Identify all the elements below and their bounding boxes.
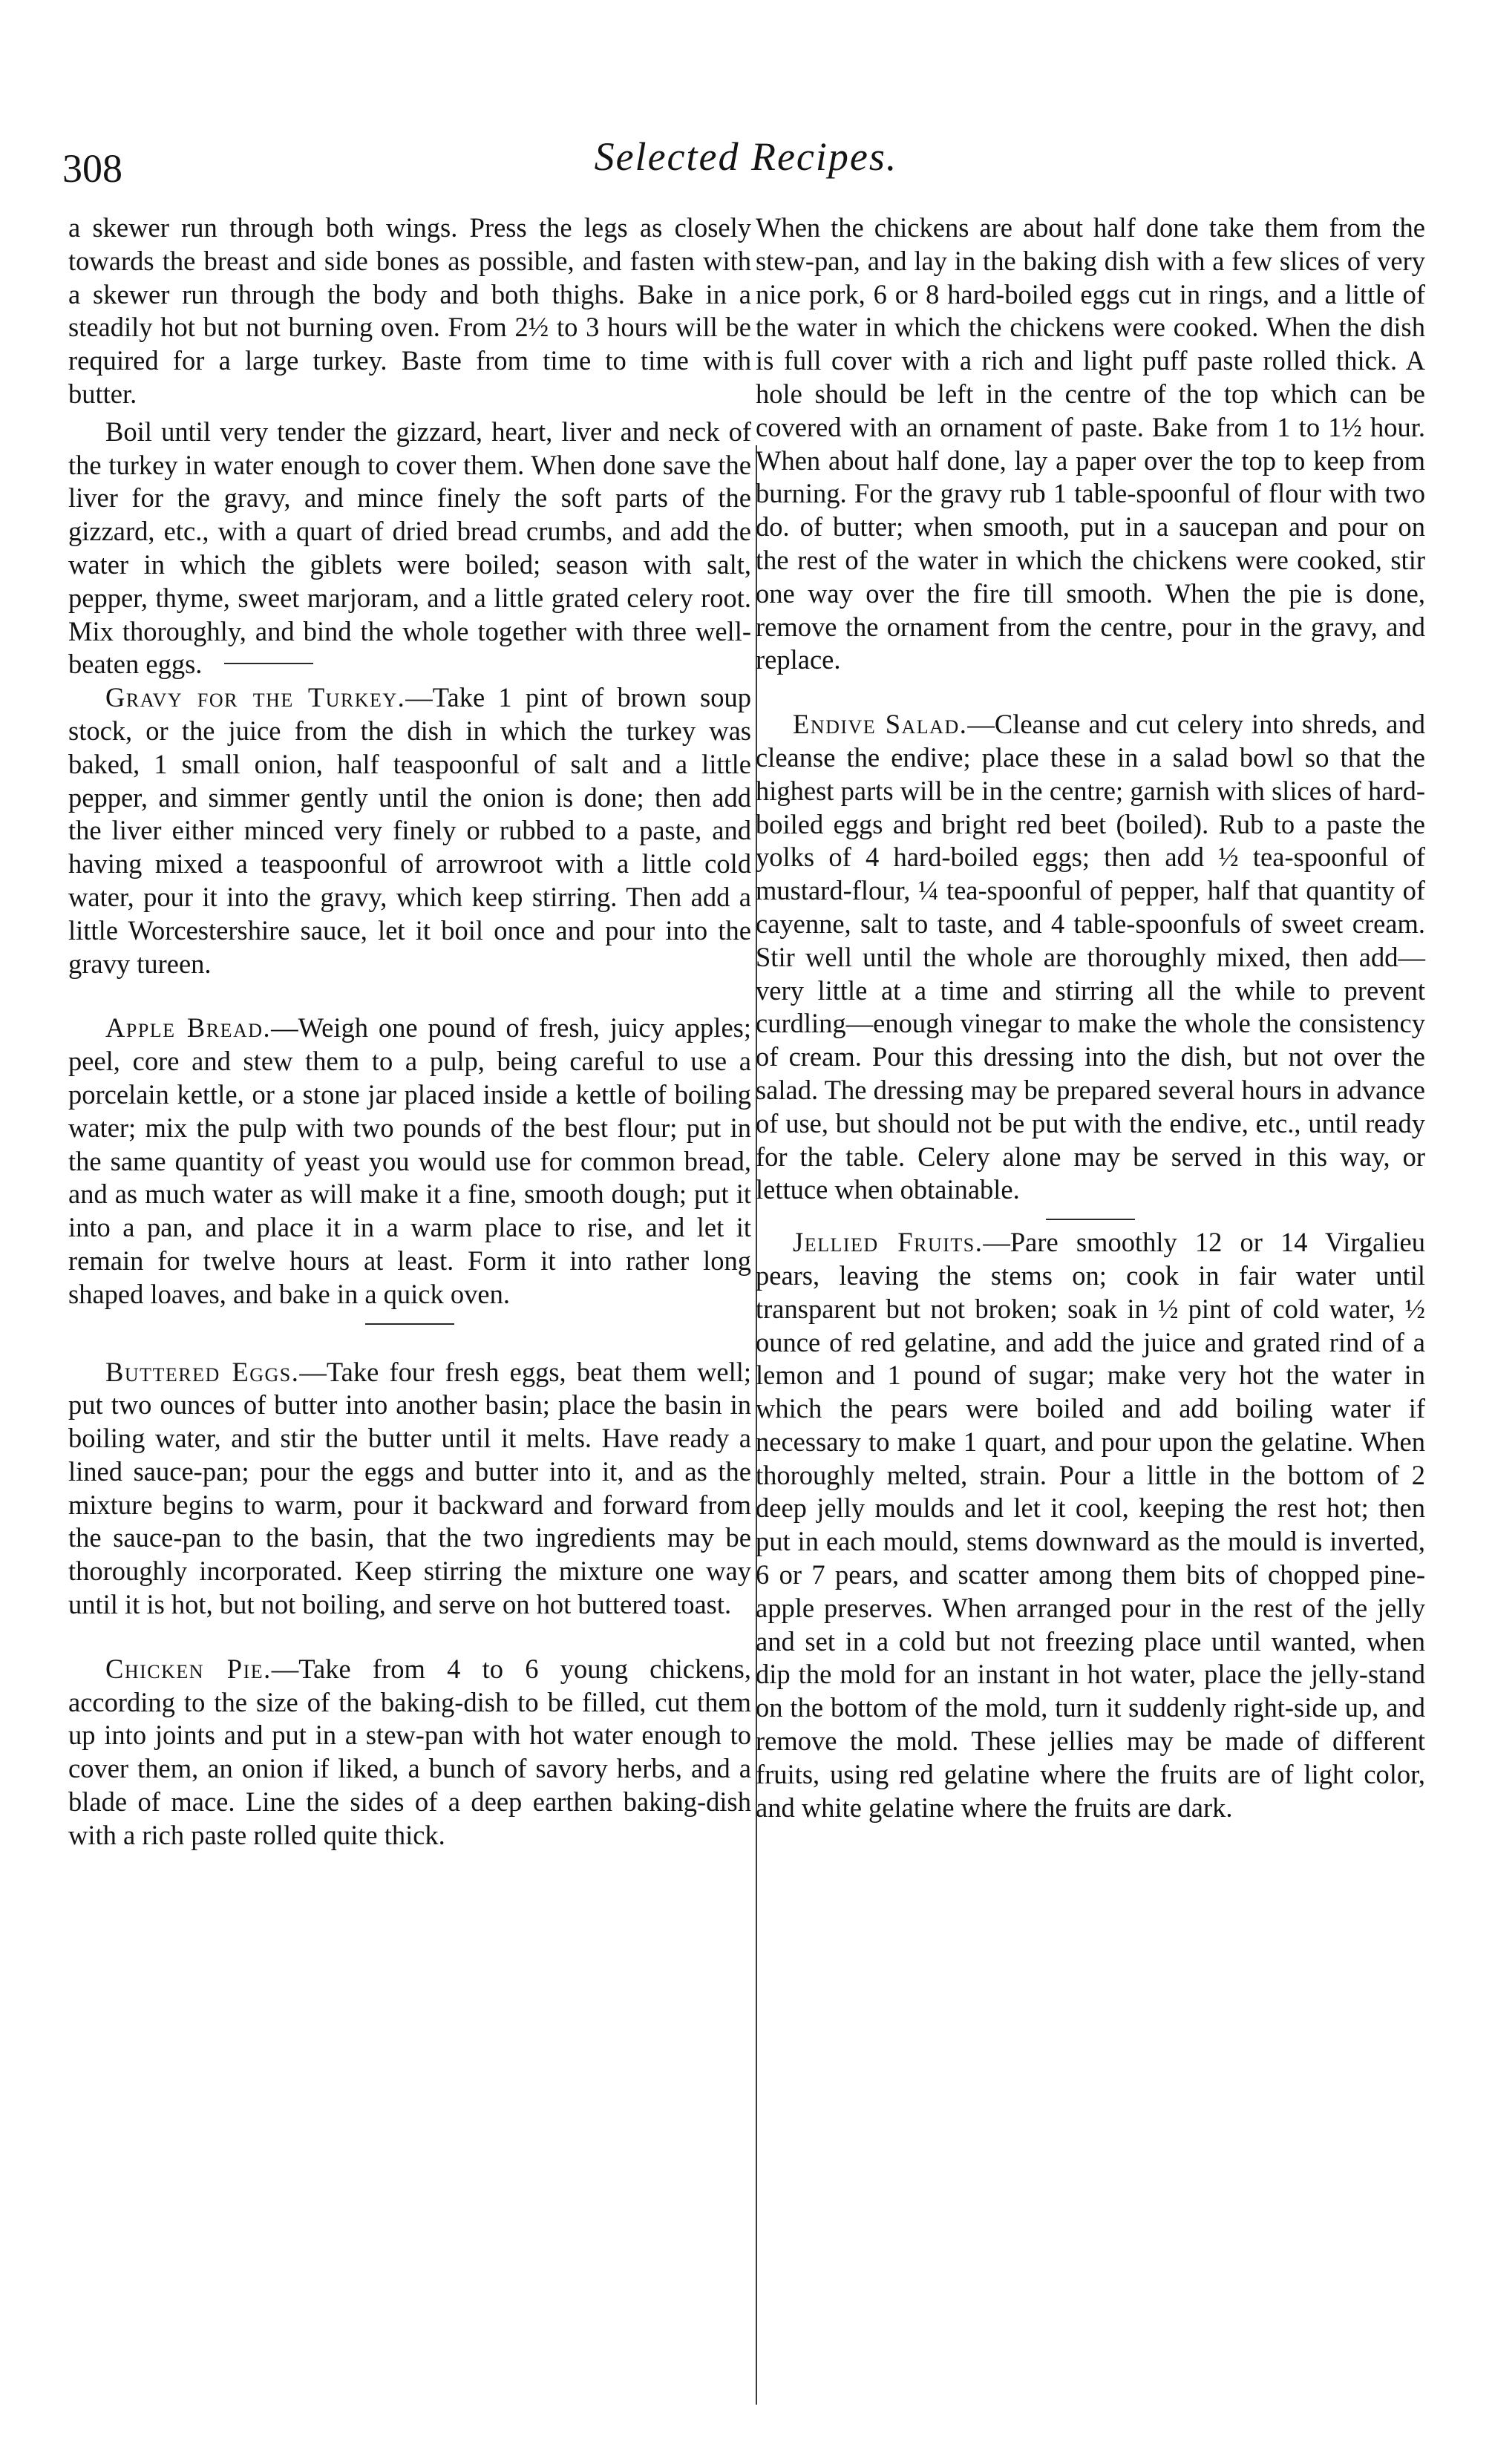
page-number: 308 bbox=[62, 146, 122, 191]
recipe-buttered-eggs bbox=[68, 1356, 751, 1622]
recipe-title: Endive Salad. bbox=[793, 709, 968, 740]
recipe-endive-salad bbox=[756, 708, 1425, 1207]
recipe-text: —Take from 4 to 6 young chickens, according to the size of the baking-dish to be filled, cut them up into joints and put in a stew-pan with hot water enough to cover them, an onion if liked, a bunch of savory herbs, and a blade of mace. Line the sides of a deep earthen baking-dish with a rich paste rolled quite thick. bbox=[68, 1653, 751, 1850]
giblets-text: Boil until very tender the gizzard, heart, liver and neck of the turkey in water enough to cover them. When done save the liver for the gravy, and mince finely the soft parts of the gizzard, etc., with a quart of dried bread crumbs, and add the water in which the giblets were boiled; season with salt, pepper, thyme, sweet marjoram, and a little grated celery root. Mix thoroughly, and bind the whole together with three well-beaten eggs. bbox=[68, 416, 751, 680]
recipe-title: Buttered Eggs. bbox=[105, 1356, 300, 1387]
recipe-title: Apple Bread. bbox=[105, 1012, 272, 1043]
recipe-title: Gravy for the Turkey. bbox=[105, 682, 406, 713]
section-divider bbox=[1046, 1219, 1135, 1220]
recipe-title: Jellied Fruits. bbox=[793, 1227, 984, 1258]
recipe-jellied-fruits bbox=[756, 1226, 1425, 1824]
recipe-text: —Weigh one pound of fresh, juicy apples; peel, core and stew them to a pulp, being careful to use a porcelain kettle, or a stone jar placed inside a kettle of boiling water; mix the pulp with two pounds of the best flour; put in the same quantity of yeast you would use for common bread, and as much water as will make it a fine, smooth dough; put it into a pan, and place it in a warm place to rise, and let it remain for twelve hours at least. Form it into rather long shaped loaves, and bake in a quick oven. bbox=[68, 1012, 751, 1309]
recipe-apple-bread bbox=[68, 1012, 751, 1311]
paragraph-chicken-pie-continued: When the chickens are about half done take them from the stew-pan, and lay in the baking dish with a few slices of very nice pork, 6 or 8 hard-boiled eggs cut in rings, and a little of the water in which the chickens were cooked. When the dish is full cover with a rich and light puff paste rolled thick. A hole should be left in the centre of the top which can be covered with an ornament of paste. Bake from 1 to 1½ hour. When about half done, lay a paper over the top to keep from burning. For the gravy rub 1 table-spoonful of flour with two do. of butter; when smooth, put in a saucepan and pour on the rest of the water in which the chickens were cooked, stir one way over the fire till smooth. When the pie is done, remove the ornament from the centre, pour in the gravy, and replace. bbox=[756, 212, 1425, 675]
left-column bbox=[68, 212, 751, 1852]
recipe-chicken-pie bbox=[68, 1653, 751, 1852]
section-divider bbox=[224, 663, 313, 664]
right-column bbox=[756, 212, 1425, 1824]
paragraph-turkey-continued: a skewer run through both wings. Press the legs as closely towards the breast and side bones as possible, and fasten with a skewer run through the body and both thighs. Bake in a steadily hot but not burning oven. From 2½ to 3 hours will be required for a large turkey. Baste from time to time with butter. bbox=[68, 212, 751, 409]
recipe-title: Chicken Pie. bbox=[105, 1653, 272, 1684]
section-divider bbox=[365, 1323, 454, 1325]
recipe-text: —Pare smoothly 12 or 14 Virgalieu pears, leaving the stems on; cook in fair water until transparent but not broken; soak in ½ pint of cold water, ½ ounce of red gelatine, and add the juice and grated rind of a lemon and 1 pound of sugar; make very hot the water in which the pears were boiled and add boiling water if necessary to make 1 quart, and pour upon the gelatine. When thoroughly melted, strain. Pour a little in the bottom of 2 deep jelly moulds and let it cool, keeping the rest hot; then put in each mould, stems downward as the mould is inverted, 6 or 7 pears, and scatter among them bits of chopped pine-apple preserves. When arranged pour in the rest of the jelly and set in a cold but not freezing place until wanted, when dip the mold for an instant in hot water, place the jelly-stand on the bottom of the mold, turn it suddenly right-side up, and remove the mold. These jellies may be made of different fruits, using red gelatine where the fruits are of light color, and white gelatine where the fruits are dark. bbox=[756, 1227, 1425, 1823]
paragraph-giblets bbox=[68, 416, 751, 681]
running-title: Selected Recipes. bbox=[594, 134, 898, 179]
recipe-text: —Take 1 pint of brown soup stock, or the juice from the dish in which the turkey was baked, 1 small onion, half teaspoonful of salt and a little pepper, and simmer gently until the onion is done; then add the liver either minced very finely or rubbed to a paste, and having mixed a teaspoonful of arrowroot with a little cold water, pour it into the gravy, which keep stirring. Then add a little Worcestershire sauce, let it boil once and pour into the gravy tureen. bbox=[68, 682, 751, 979]
recipe-text: —Cleanse and cut celery into shreds, and cleanse the endive; place these in a salad bowl so that the highest parts will be in the centre; garnish with slices of hard-boiled eggs and bright red beet (boiled). Rub to a paste the yolks of 4 hard-boiled eggs; then add ½ tea-spoonful of mustard-flour, ¼ tea-spoonful of pepper, half that quantity of cayenne, salt to taste, and 4 table-spoonfuls of sweet cream. Stir well until the whole are thoroughly mixed, then add—very little at a time and stirring all the while to prevent curdling—enough vinegar to make the whole the consistency of cream. Pour this dressing into the dish, but not over the salad. The dressing may be prepared several hours in advance of use, but should not be put with the endive, etc., until ready for the table. Celery alone may be served in this way, or lettuce when obtainable. bbox=[756, 709, 1425, 1205]
recipe-gravy-for-turkey bbox=[68, 681, 751, 980]
recipe-text: —Take four fresh eggs, beat them well; put two ounces of butter into another basin; place the basin in boiling water, and stir the butter until it melts. Have ready a lined sauce-pan; pour the eggs and butter into it, and as the mixture begins to warm, pour it backward and forward from the sauce-pan to the basin, that the two ingredients may be thoroughly incorporated. Keep stirring the mixture one way until it is hot, but not boiling, and serve on hot buttered toast. bbox=[68, 1356, 751, 1620]
